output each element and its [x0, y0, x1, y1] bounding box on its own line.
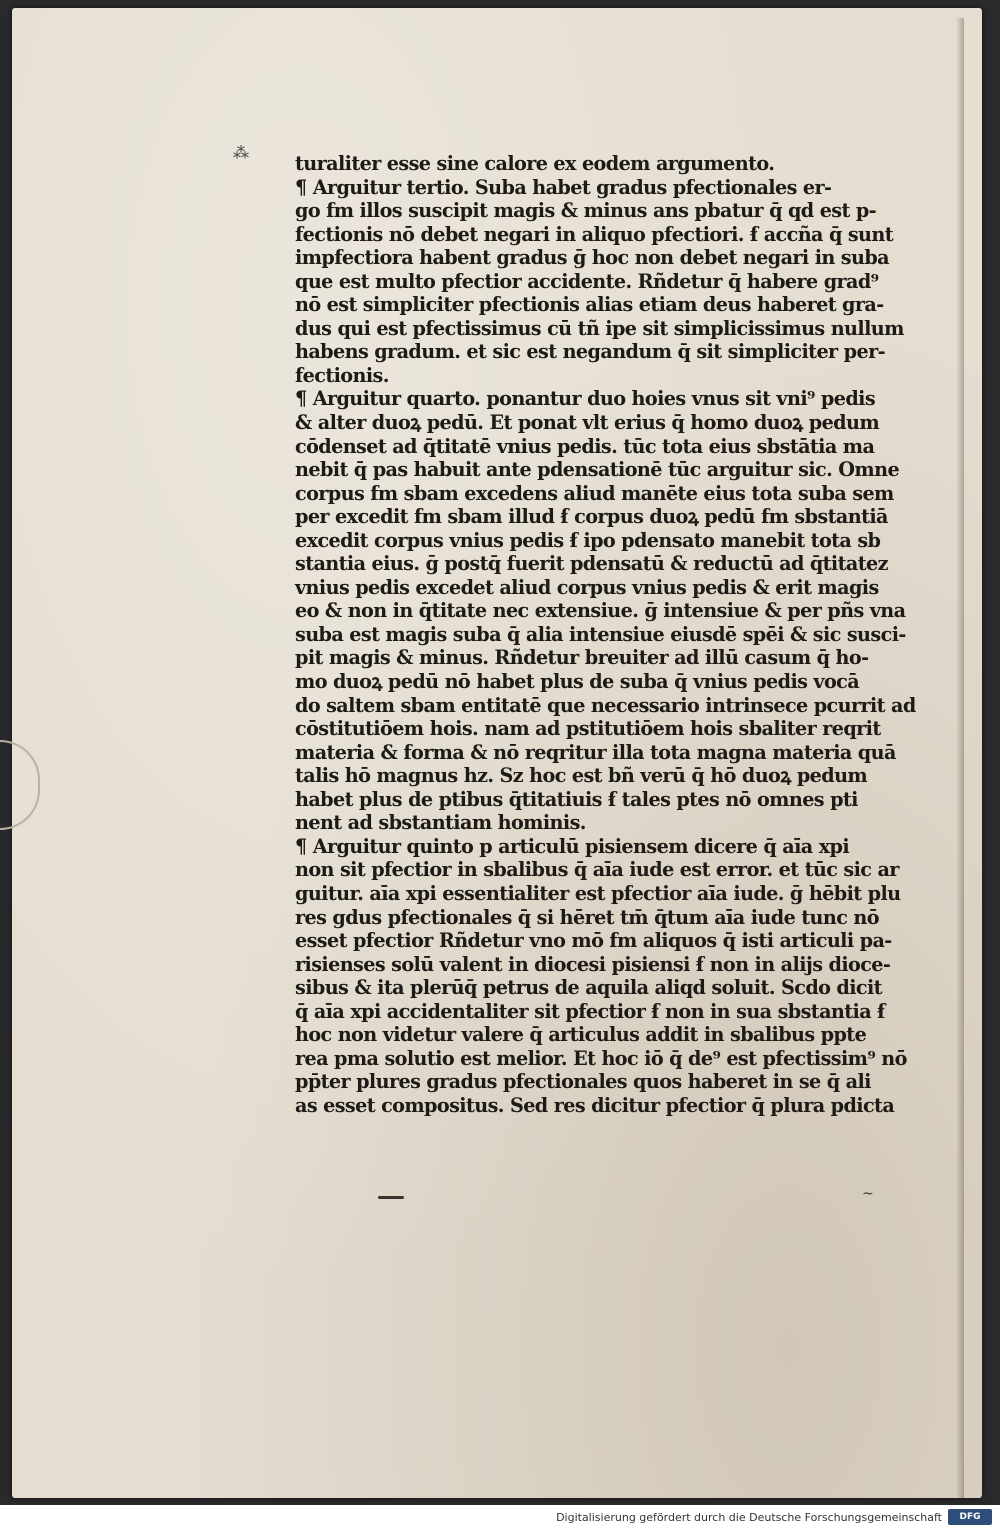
text-line: cōdenset ad q̄titatē vnius pedis. tūc tota eius sbstātia ma	[295, 434, 875, 458]
text-line: talis hō magnus hz. Sz hoc est bñ verū q̄ hō duoꝝ pedum	[295, 764, 868, 788]
text-line: fectionis nō debet negari in aliquo pfectiori. ẜ accña q̄ sunt	[295, 222, 894, 246]
text-line: non sit pfectior in sbalibus q̄ aīa iude est error. et tūc sic ar	[295, 858, 899, 882]
text-line: per excedit fm sbam illud ẜ corpus duoꝝ pedū fm sbstantiā	[295, 505, 888, 529]
text-line: dus qui est pfectissimus cū tñ ipe sit simplicissimus nullum	[295, 316, 904, 340]
blackletter-text-block	[295, 152, 935, 1117]
text-line: excedit corpus vnius pedis ẜ ipo pdensato manebit tota sb	[295, 528, 881, 552]
text-line: cōstitutiōem hois. nam ad pstitutiōem hois sbaliter reqrit	[295, 717, 881, 741]
text-line: go fm illos suscipit magis & minus ans pbatur q̄ qd est p-	[295, 199, 877, 223]
digitization-credit: Digitalisierung gefördert durch die Deutsche Forschungsgemeinschaft	[556, 1511, 942, 1524]
text-line: ¶ Arguitur quarto. ponantur duo hoies vnus sit vni⁹ pedis	[295, 387, 876, 411]
text-line: habens gradum. et sic est negandum q̄ sit simpliciter per-	[295, 340, 885, 364]
text-line: esset pfectior Rñdetur vno mō fm aliquos q̄ isti articuli pa-	[295, 929, 892, 953]
text-line: nent ad sbstantiam hominis.	[295, 811, 586, 835]
text-line: suba est magis suba q̄ alia intensiue eiusdē spēi & sic susci-	[295, 622, 906, 646]
text-line: eo & non in q̄titate nec extensiue. ḡ intensiue & per pñs vna	[295, 599, 906, 623]
text-line: q̄ aīa xpi accidentaliter sit pfectior ẜ non in sua sbstantia ẜ	[295, 999, 885, 1023]
text-line: corpus fm sbam excedens aliud manēte eius tota suba sem	[295, 481, 894, 505]
text-line: hoc non videtur valere q̄ articulus addit in sbalibus ppte	[295, 1023, 867, 1047]
text-line: sibus & ita plerūq̄ petrus de aquila aliqd soluit. Scdo dicit	[295, 976, 882, 1000]
text-line: res gdus pfectionales q̄ si hēret tm̄ q̄tum aīa iude tunc nō	[295, 905, 879, 929]
text-line: mo duoꝝ pedū nō habet plus de suba q̄ vnius pedis vocā	[295, 670, 860, 694]
text-line: que est multo pfectior accidente. Rñdetur q̄ habere grad⁹	[295, 269, 879, 293]
text-line: rea pma solutio est melior. Et hoc iō q̄ de⁹ est pfectissim⁹ nō	[295, 1046, 907, 1070]
text-line: guitur. aīa xpi essentialiter est pfectior aīa iude. ḡ hēbit plu	[295, 881, 901, 905]
text-line: pit magis & minus. Rñdetur breuiter ad illū casum q̄ ho-	[295, 646, 869, 670]
text-line: do saltem sbam entitatē que necessario intrinsece pcurrit ad	[295, 693, 916, 717]
text-line: ¶ Arguitur tertio. Suba habet gradus pfectionales er-	[295, 175, 832, 199]
page-edge-shadow	[956, 18, 964, 1498]
foot-mark-left	[378, 1196, 404, 1199]
text-line: risienses solū valent in diocesi pisiensi ẜ non in alijs dioce-	[295, 952, 891, 976]
text-line: materia & forma & nō reqritur illa tota magna materia quā	[295, 740, 896, 764]
text-line: nō est simpliciter pfectionis alias etiam deus haberet gra-	[295, 293, 884, 317]
text-line: stantia eius. ḡ postq̄ fuerit pdensatū & reductū ad q̄titatez	[295, 552, 888, 576]
text-line: habet plus de ptibus q̄titatiuis ẜ tales ptes nō omnes pti	[295, 787, 858, 811]
text-line: ¶ Arguitur quinto p articulū pisiensem dicere q̄ aīa xpi	[295, 834, 850, 858]
text-line: turaliter esse sine calore ex eodem argumento.	[295, 152, 775, 175]
text-line: vnius pedis excedet aliud corpus vnius pedis & erit magis	[295, 575, 879, 599]
margin-mark: ⁂	[233, 143, 249, 162]
text-line: impfectiora habent gradus ḡ hoc non debet negari in suba	[295, 246, 890, 270]
foot-mark-right	[862, 1186, 902, 1192]
text-line: as esset compositus. Sed res dicitur pfectior q̄ plura pdicta	[295, 1093, 895, 1117]
dfg-logo: DFG	[948, 1509, 992, 1525]
text-line: & alter duoꝝ pedū. Et ponat vlt erius q̄ homo duoꝝ pedum	[295, 411, 880, 435]
text-line: nebit q̄ pas habuit ante pdensationē tūc arguitur sic. Omne	[295, 458, 900, 482]
text-line: pp̄ter plures gradus pfectionales quos haberet in se q̄ ali	[295, 1070, 871, 1094]
text-line: fectionis.	[295, 363, 389, 387]
